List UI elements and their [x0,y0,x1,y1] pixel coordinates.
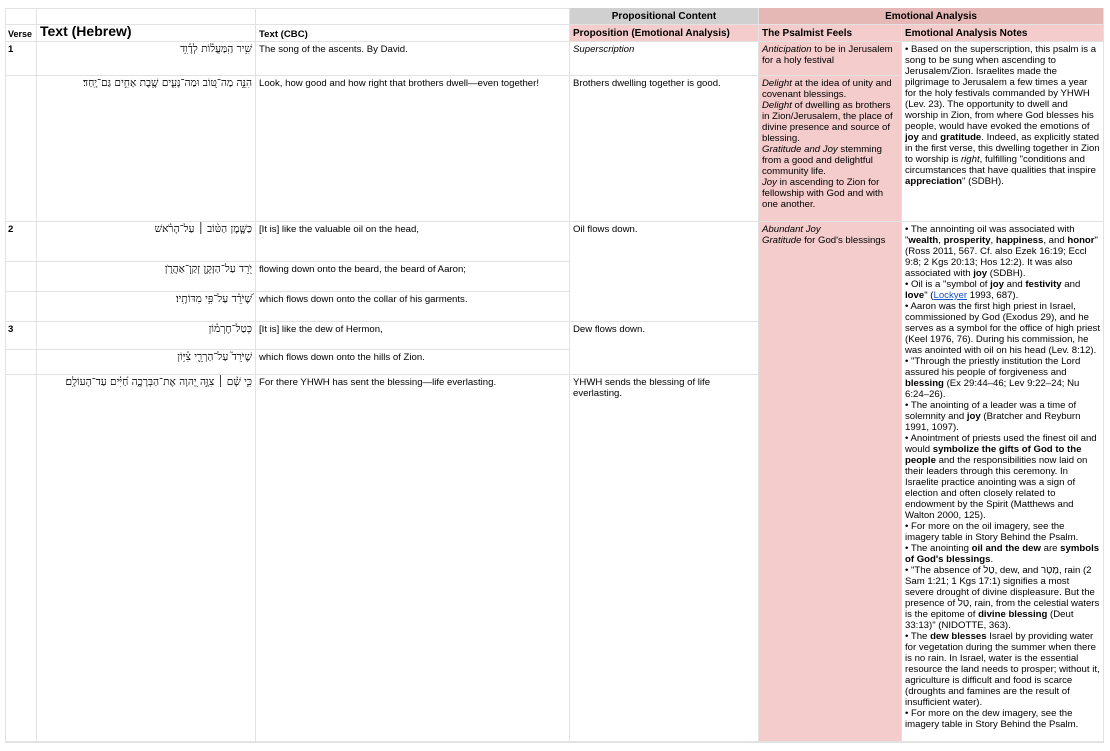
column-header-cbc[interactable]: Text (CBC) [256,25,570,42]
psalmist-feels-cell[interactable]: Delight at the idea of unity and covenant blessings. Delight of dwelling as brothers in Zion/Jerusalem, the place of divine presence and source of blessing. Gratitude and Joy stemming from a good and delightful community life. Joy in ascending to Zion for fellowship with God and with one another. [759,76,902,222]
blank-cell[interactable] [37,8,256,25]
cbc-text[interactable]: which flows down onto the hills of Zion. [256,350,570,375]
blank-cell[interactable] [256,8,570,25]
group-header-propositional[interactable]: Propositional Content [570,8,759,25]
spreadsheet-grid [5,8,1104,742]
column-header-verse[interactable]: Verse [5,25,37,42]
hebrew-text[interactable]: יֹ֭רֵד עַל־הַזָּקָ֣ן זְקַֽן־אַהֲרֹ֑ן [37,262,256,292]
cbc-text[interactable]: [It is] like the dew of Hermon, [256,322,570,350]
blank-cell[interactable] [5,8,37,25]
hebrew-text[interactable]: שִׁ֥יר הַֽמַּעֲל֗וֹת לְדָ֫וִ֥ד [37,42,256,76]
verse-number[interactable] [5,350,37,375]
group-header-emotional[interactable]: Emotional Analysis [759,8,1104,25]
verse-number[interactable] [5,76,37,222]
hebrew-text[interactable]: כִּ֤י שָׁ֨ם ׀ צִוָּ֣ה יְ֭הוָה אֶת־הַבְּרָכָ֑ה חַ֝יִּ֗ים עַד־הָעוֹלָֽם׃ [37,375,256,742]
psalmist-feels-cell[interactable]: Abundant Joy Gratitude for God's blessings [759,222,902,742]
column-header-proposition[interactable]: Proposition (Emotional Analysis) [570,25,759,42]
cbc-text[interactable]: flowing down onto the beard, the beard of Aaron; [256,262,570,292]
column-header-notes[interactable]: Emotional Analysis Notes [902,25,1104,42]
grid-bottom-border [5,742,1104,743]
column-header-hebrew[interactable]: Text (Hebrew) [37,25,256,42]
emotional-notes-verse-2-3[interactable]: • The annointing oil was associated with "wealth, prosperity, happiness, and honor" (Ross 2011, 567. Cf. also Ezek 16:19; Eccl 9:8; 2 Kgs 20:13; Hos 12:2). It was also associated with joy (SDBH). • Oil is a "symbol of joy and festivity and love" (Lockyer 1993, 687). • Aaron was the first high priest in Israel, commissioned by God (Exodus 29), and he serves as a symbol for the office of high priest (Keel 1976, 76). During his commission, he was anointed with oil on his head (Lev. 8:12). • "Through the priestly institution the Lord assured his people of forgiveness and blessing (Ex 29:44–46; Lev 9:22–24; Nu 6:24–26). • The anointing of a leader was a time of solemnity and joy (Bratcher and Reyburn 1991, 1097). • Anointment of priests used the finest oil and would symbolize the gifts of God to the people and the responsibilities now laid on their leaders through this ceremony. In Israelite practice anointing was a sign of election and often closely related to endowment by the Spirit (Matthews and Walton 2000, 125). • For more on the oil imagery, see the imagery table in Story Behind the Psalm. • The anointing oil and the dew are symbols of God's blessings. • "The absence of טַל, dew, and מָטָר, rain (2 Sam 1:21; 1 Kgs 17:1) signifies a most severe drought of divine displeasure. But the presence of טַל, rain, from the celestial waters is the epitome of divine blessing (Deut 33:13)" (NIDOTTE, 363). • The dew blesses Israel by providing water for vegetation during the summer when there is no rain. In Israel, water is the essential resource the land needs to prosper; without it, agriculture is difficult and food is scarce (droughts and famines are the result of insufficient water). • For more on the dew imagery, see the imagery table in Story Behind the Psalm. [902,222,1104,742]
emotional-notes-verse-1[interactable]: • Based on the superscription, this psalm is a song to be sung when ascending to Jerusalem/Zion. Israelites made the pilgrimage to Jerusalem a few times a year for the holy festivals commanded by YHWH (Lev. 23). The opportunity to dwell and worship in Zion, from where God blesses his people, would have evoked the emotions of joy and gratitude. Indeed, as explicitly stated in the first verse, this dwelling together in Zion to worship is right, fulfilling "conditions and circumstances that have qualities that inspire appreciation" (SDBH). [902,42,1104,222]
hebrew-text[interactable]: הִנֵּ֣ה מַה־טּ֭וֹב וּמַה־נָּעִ֑ים שֶׁ֖בֶת אַחִ֣ים גַּם־יָֽחַד׃ [37,76,256,222]
verse-number[interactable]: 1 [5,42,37,76]
proposition-text[interactable]: YHWH sends the blessing of life everlasting. [570,375,759,742]
cbc-text[interactable]: which flows down onto the collar of his garments. [256,292,570,322]
verse-number[interactable] [5,375,37,742]
psalmist-feels-cell[interactable]: Anticipation to be in Jerusalem for a holy festival [759,42,902,76]
lockyer-link[interactable]: Lockyer [933,290,968,301]
hebrew-text[interactable]: שֶׁ֝יֹּרֵ֗ד עַל־פִּ֥י מִדּוֹתָֽיו׃ [37,292,256,322]
emotion-term: Anticipation [762,44,812,55]
verse-number[interactable] [5,262,37,292]
cbc-text[interactable]: [It is] like the valuable oil on the head, [256,222,570,262]
hebrew-text[interactable]: כַּשֶּׁ֤מֶן הַטּ֨וֹב ׀ עַל־הָרֹ֗אשׁ [37,222,256,262]
verse-number[interactable] [5,292,37,322]
proposition-text[interactable]: Brothers dwelling together is good. [570,76,759,222]
proposition-text[interactable]: Oil flows down. [570,222,759,322]
verse-number[interactable]: 3 [5,322,37,350]
cbc-text[interactable]: Look, how good and how right that brothers dwell—even together! [256,76,570,222]
verse-number[interactable]: 2 [5,222,37,262]
hebrew-text[interactable]: שֶׁיֹּרֵד֮ עַל־הַרְרֵ֪י צִ֫יּ֥וֹן [37,350,256,375]
cbc-text[interactable]: The song of the ascents. By David. [256,42,570,76]
hebrew-text[interactable]: כְּטַל־חֶרְמ֗וֹן [37,322,256,350]
column-header-psalmist-feels[interactable]: The Psalmist Feels [759,25,902,42]
proposition-text[interactable]: Superscription [570,42,759,76]
cbc-text[interactable]: For there YHWH has sent the blessing—life everlasting. [256,375,570,742]
proposition-text[interactable]: Dew flows down. [570,322,759,375]
